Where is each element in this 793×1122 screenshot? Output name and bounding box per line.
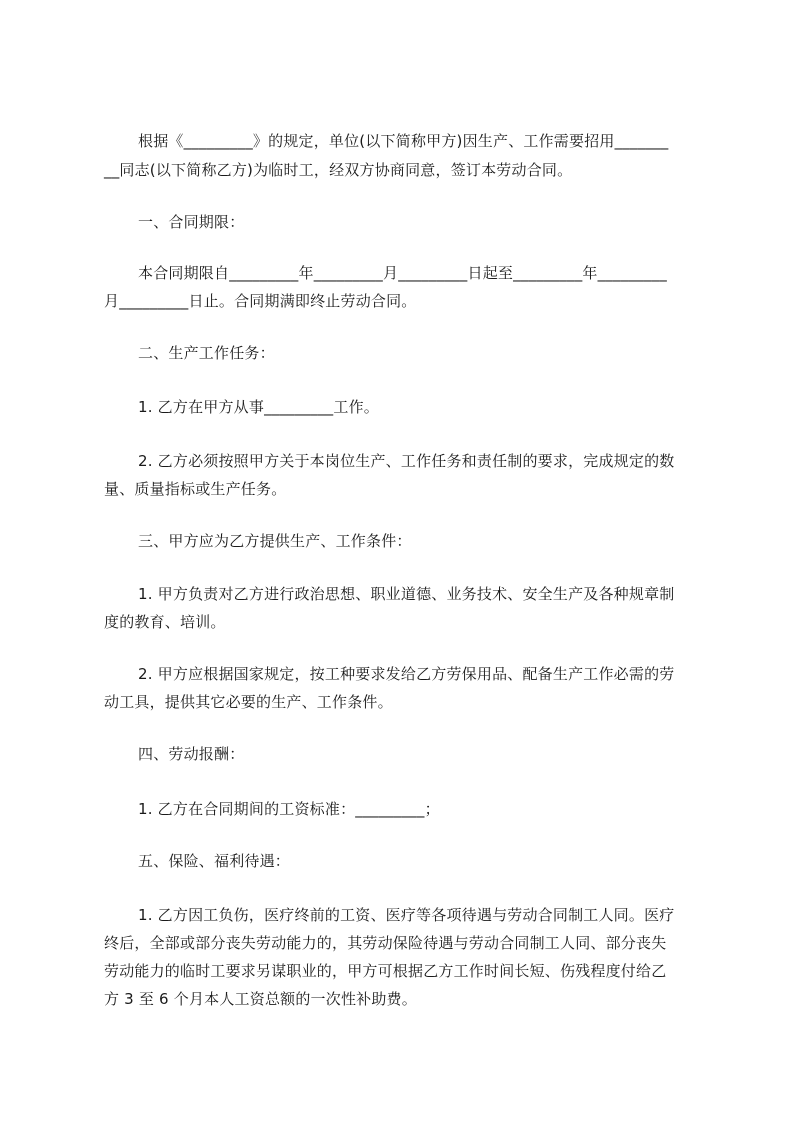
section-5-item-1-line-1: 1. 乙方因工负伤，医疗终前的工资、医疗等各项待遇与劳动合同制工人同。医疗 xyxy=(138,906,675,924)
intro-paragraph-line-2: __同志(以下简称乙方)为临时工，经双方协商同意，签订本劳动合同。 xyxy=(104,161,573,179)
section-3-item-1-line-1: 1. 甲方负责对乙方进行政治思想、职业道德、业务技术、安全生产及各种规章制 xyxy=(138,585,675,603)
section-2-heading: 二、生产工作任务： xyxy=(138,344,275,362)
section-1-text-line-2: 月_________日止。合同期满即终止劳动合同。 xyxy=(104,292,417,310)
section-5-item-1-line-2: 终后，全部或部分丧失劳动能力的，其劳动保险待遇与劳动合同制工人同、部分丧失 xyxy=(104,934,667,952)
section-1-text-line-1: 本合同期限自_________年_________月_________日起至_________年_________ xyxy=(138,264,667,282)
section-2-item-2-line-1: 2. 乙方必须按照甲方关于本岗位生产、工作任务和责任制的要求，完成规定的数 xyxy=(138,452,675,470)
section-3-heading: 三、甲方应为乙方提供生产、工作条件： xyxy=(138,532,412,550)
section-3-item-1-line-2: 度的教育、培训。 xyxy=(104,613,226,631)
section-3-item-2-line-1: 2. 甲方应根据国家规定，按工种要求发给乙方劳保用品、配备生产工作必需的劳 xyxy=(138,665,675,683)
section-5-item-1-line-4: 方 3 至 6 个月本人工资总额的一次性补助费。 xyxy=(104,990,417,1008)
section-5-heading: 五、保险、福利待遇： xyxy=(138,852,291,870)
section-4-item-1: 1. 乙方在合同期间的工资标准：_________； xyxy=(138,800,440,818)
section-4-heading: 四、劳动报酬： xyxy=(138,745,245,763)
section-2-item-1: 1. 乙方在甲方从事_________工作。 xyxy=(138,398,379,416)
section-2-item-2-line-2: 量、质量指标或生产任务。 xyxy=(104,480,287,498)
intro-paragraph-line-1: 根据《_________》的规定，单位(以下简称甲方)因生产、工作需要招用_______ xyxy=(138,132,669,150)
section-5-item-1-line-3: 劳动能力的临时工要求另谋职业的，甲方可根据乙方工作时间长短、伤残程度付给乙 xyxy=(104,962,667,980)
section-3-item-2-line-2: 动工具，提供其它必要的生产、工作条件。 xyxy=(104,693,393,711)
section-1-heading: 一、合同期限： xyxy=(138,213,245,231)
